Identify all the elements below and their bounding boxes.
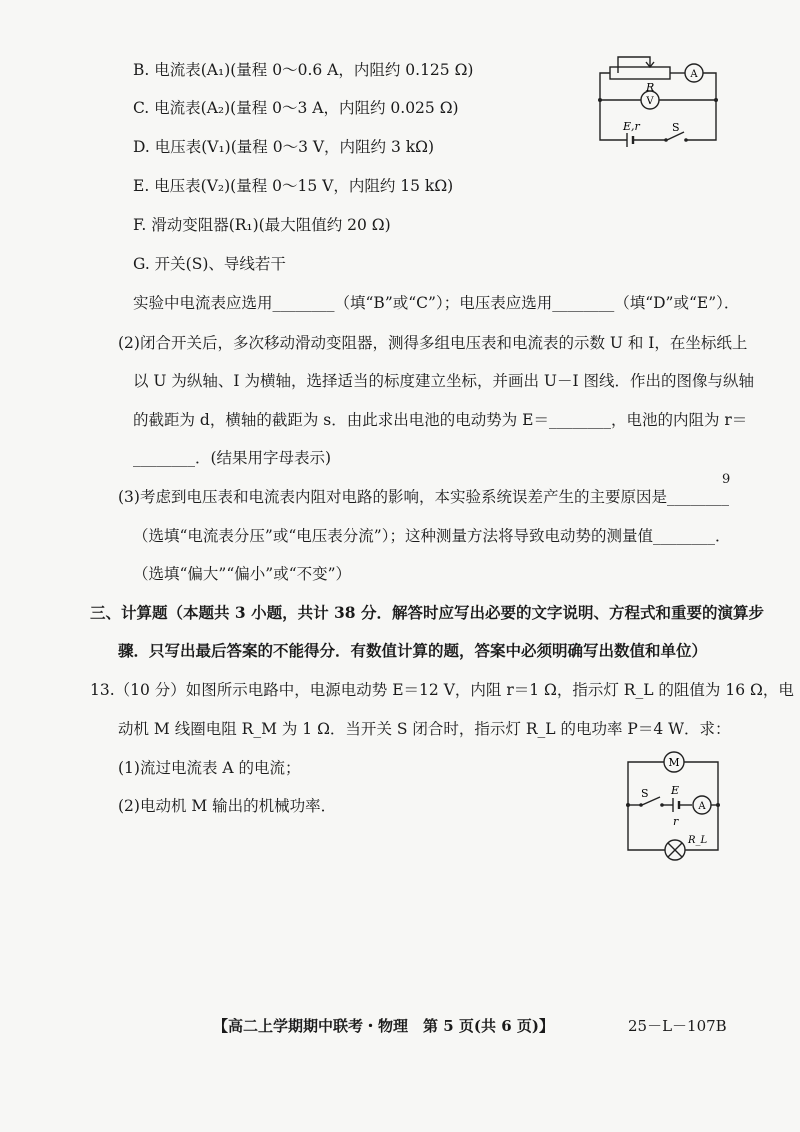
label-switch: S	[672, 121, 680, 134]
q13-sub-1: (1)流过电流表 A 的电流；	[118, 759, 301, 777]
q3-line-2: （选填“电流表分压”或“电压表分流”）；这种测量方法将导致电动势的测量值________．	[133, 527, 731, 545]
option-f: F. 滑动变阻器(R₁)(最大阻值约 20 Ω)	[133, 216, 391, 234]
junction-right	[716, 803, 720, 807]
margin-mark: 9	[722, 472, 731, 487]
q3-line-1: (3)考虑到电压表和电流表内阻对电路的影响，本实验系统误差产生的主要原因是________	[118, 488, 729, 506]
option-c: C. 电流表(A₂)(量程 0～3 A，内阻约 0.025 Ω)	[133, 99, 459, 117]
q2-line-4: ________．(结果用字母表示)	[133, 449, 332, 467]
label-switch: S	[641, 787, 649, 800]
label-motor: M	[668, 756, 680, 769]
section-3-heading-1: 三、计算题（本题共 3 小题，共计 38 分．解答时应写出必要的文字说明、方程式和重要的演算步	[90, 603, 764, 622]
label-r: R	[646, 81, 655, 94]
option-e: E. 电压表(V₂)(量程 0～15 V，内阻约 15 kΩ)	[133, 177, 454, 195]
option-d: D. 电压表(V₁)(量程 0～3 V，内阻约 3 kΩ)	[133, 138, 435, 156]
section-3-heading-2: 骤．只写出最后答案的不能得分．有数值计算的题，答案中必须明确写出数值和单位）	[118, 641, 708, 660]
footer-title: 【高二上学期期中联考・物理 第 5 页(共 6 页)】	[213, 1017, 554, 1035]
label-ammeter: A	[698, 801, 706, 812]
q1-selection: 实验中电流表应选用________（填“B”或“C”）；电压表应选用________（填“D”或“E”）．	[133, 294, 740, 312]
q3-line-3: （选填“偏大”“偏小”或“不变”）	[133, 565, 352, 583]
q13-line-2: 动机 M 线圈电阻 R_M 为 1 Ω．当开关 S 闭合时，指示灯 R_L 的电功率 P＝4 W．求：	[118, 720, 731, 738]
label-internal-r: r	[673, 815, 679, 828]
junction-left	[626, 803, 630, 807]
label-voltmeter: V	[646, 96, 654, 107]
switch-contact-left	[639, 803, 643, 807]
q2-line-3: 的截距为 d，横轴的截距为 s．由此求出电池的电动势为 E＝________，电池的内阻为 r＝	[133, 411, 748, 429]
q13-line-1: 13.（10 分）如图所示电路中，电源电动势 E＝12 V，内阻 r＝1 Ω，指示灯 R_L 的阻值为 16 Ω，电	[90, 681, 794, 699]
q2-line-1: (2)闭合开关后，多次移动滑动变阻器，测得多组电压表和电流表的示数 U 和 I，在坐标纸上	[118, 334, 748, 352]
footer-code: 25－L－107B	[628, 1017, 727, 1035]
label-ammeter: A	[690, 69, 698, 80]
q2-line-2: 以 U 为纵轴、I 为横轴，选择适当的标度建立坐标，并画出 U－I 图线．作出的图像与纵轴	[133, 372, 755, 390]
label-lamp: R_L	[688, 835, 708, 846]
option-g: G. 开关(S)、导线若干	[133, 255, 286, 273]
option-b: B. 电流表(A₁)(量程 0～0.6 A，内阻约 0.125 Ω)	[133, 61, 474, 79]
label-emf: E	[671, 784, 680, 797]
switch-contact-right	[660, 803, 664, 807]
label-emf: E,r	[623, 120, 640, 133]
q13-sub-2: (2)电动机 M 输出的机械功率．	[118, 797, 337, 815]
